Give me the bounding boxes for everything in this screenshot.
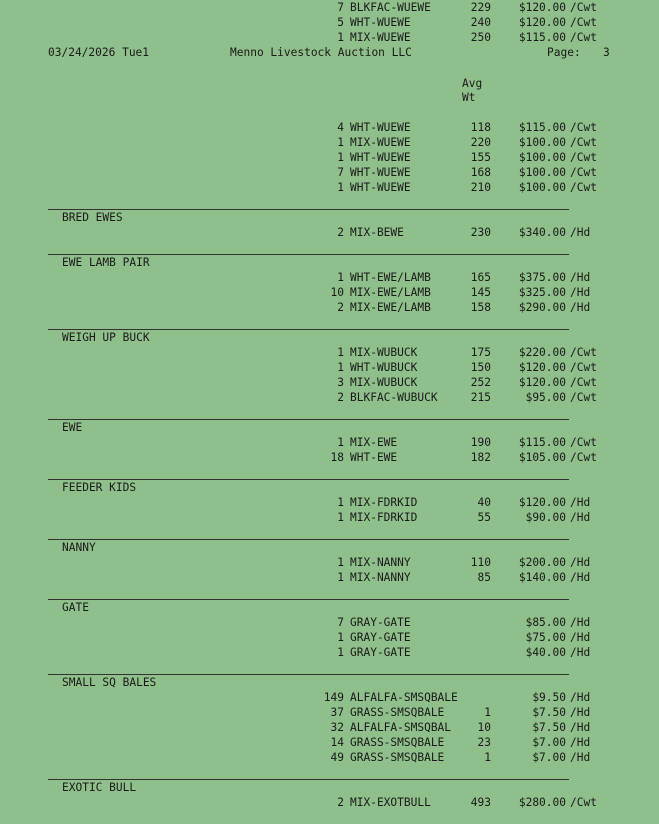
avg-column-header: Avg [462, 77, 483, 90]
section-title: SMALL SQ BALES [62, 676, 157, 689]
average-weight: 240 [470, 16, 491, 29]
table-row [0, 270, 659, 285]
price-unit: /Cwt [570, 361, 597, 374]
description: BLKFAC-WUEWE [350, 1, 431, 14]
head-count: 1 [337, 631, 344, 644]
head-count: 49 [330, 751, 344, 764]
description: MIX-WUBUCK [350, 346, 418, 359]
head-count: 1 [337, 436, 344, 449]
section-title: EWE [62, 421, 83, 434]
average-weight: 158 [470, 301, 491, 314]
average-weight: 493 [470, 796, 491, 809]
price-unit: /Cwt [570, 31, 597, 44]
page-number: 3 [603, 46, 610, 59]
table-row [0, 165, 659, 180]
price-unit: /Hd [570, 616, 591, 629]
price: $100.00 [518, 151, 566, 164]
price: $85.00 [525, 616, 566, 629]
price: $280.00 [518, 796, 566, 809]
table-row [0, 15, 659, 30]
table-row [0, 705, 659, 720]
table-row [0, 345, 659, 360]
head-count: 1 [337, 361, 344, 374]
average-weight: 165 [470, 271, 491, 284]
price: $115.00 [518, 31, 566, 44]
description: GRASS-SMSQBALE [350, 706, 445, 719]
price-unit: /Cwt [570, 16, 597, 29]
price-unit: /Cwt [570, 1, 597, 14]
average-weight: 229 [470, 1, 491, 14]
description: WHT-EWE [350, 451, 398, 464]
head-count: 2 [337, 796, 344, 809]
table-row [0, 375, 659, 390]
report-date: 03/24/2026 Tue1 [48, 46, 150, 59]
section-divider [48, 209, 569, 210]
head-count: 5 [337, 16, 344, 29]
price-unit: /Hd [570, 226, 591, 239]
head-count: 1 [337, 151, 344, 164]
average-weight: 250 [470, 31, 491, 44]
price: $340.00 [518, 226, 566, 239]
price: $100.00 [518, 166, 566, 179]
price-unit: /Cwt [570, 436, 597, 449]
price-unit: /Hd [570, 691, 591, 704]
description: MIX-EWE/LAMB [350, 286, 431, 299]
table-row [0, 750, 659, 765]
price: $115.00 [518, 436, 566, 449]
price: $140.00 [518, 571, 566, 584]
table-row [0, 300, 659, 315]
average-weight: 210 [470, 181, 491, 194]
average-weight: 145 [470, 286, 491, 299]
average-weight: 118 [470, 121, 491, 134]
description: MIX-WUEWE [350, 136, 411, 149]
description: WHT-WUEWE [350, 121, 411, 134]
price-unit: /Cwt [570, 166, 597, 179]
price: $90.00 [525, 511, 566, 524]
description: GRASS-SMSQBALE [350, 736, 445, 749]
table-row [0, 135, 659, 150]
price: $115.00 [518, 121, 566, 134]
price-unit: /Hd [570, 751, 591, 764]
price: $100.00 [518, 136, 566, 149]
table-row [0, 30, 659, 45]
price: $120.00 [518, 361, 566, 374]
head-count: 37 [330, 706, 344, 719]
head-count: 2 [337, 391, 344, 404]
average-weight: 10 [477, 721, 491, 734]
price-unit: /Hd [570, 271, 591, 284]
description: MIX-NANNY [350, 556, 411, 569]
head-count: 1 [337, 571, 344, 584]
table-row [0, 795, 659, 810]
price: $105.00 [518, 451, 566, 464]
description: ALFALFA-SMSQBALE [350, 691, 458, 704]
head-count: 7 [337, 166, 344, 179]
price: $75.00 [525, 631, 566, 644]
description: WHT-EWE/LAMB [350, 271, 431, 284]
description: WHT-WUEWE [350, 16, 411, 29]
head-count: 10 [330, 286, 344, 299]
table-row [0, 180, 659, 195]
table-row [0, 225, 659, 240]
description: GRAY-GATE [350, 631, 411, 644]
price: $200.00 [518, 556, 566, 569]
table-row [0, 450, 659, 465]
price: $220.00 [518, 346, 566, 359]
price-unit: /Hd [570, 496, 591, 509]
price: $7.50 [532, 721, 566, 734]
head-count: 18 [330, 451, 344, 464]
price: $325.00 [518, 286, 566, 299]
description: MIX-WUBUCK [350, 376, 418, 389]
price-unit: /Cwt [570, 451, 597, 464]
price-unit: /Hd [570, 646, 591, 659]
description: MIX-WUEWE [350, 31, 411, 44]
price-unit: /Hd [570, 571, 591, 584]
average-weight: 220 [470, 136, 491, 149]
price: $40.00 [525, 646, 566, 659]
average-weight: 252 [470, 376, 491, 389]
description: MIX-FDRKID [350, 511, 418, 524]
section-title: WEIGH UP BUCK [62, 331, 150, 344]
page-label: Page: [547, 46, 581, 59]
table-row [0, 390, 659, 405]
description: WHT-WUEWE [350, 181, 411, 194]
section-divider [48, 599, 569, 600]
price-unit: /Hd [570, 736, 591, 749]
head-count: 1 [337, 136, 344, 149]
average-weight: 215 [470, 391, 491, 404]
average-weight: 55 [477, 511, 491, 524]
price-unit: /Cwt [570, 151, 597, 164]
price: $7.50 [532, 706, 566, 719]
description: GRASS-SMSQBALE [350, 751, 445, 764]
average-weight: 155 [470, 151, 491, 164]
price-unit: /Hd [570, 286, 591, 299]
average-weight: 150 [470, 361, 491, 374]
table-row [0, 570, 659, 585]
price-unit: /Hd [570, 721, 591, 734]
price: $7.00 [532, 751, 566, 764]
average-weight: 110 [470, 556, 491, 569]
average-weight: 230 [470, 226, 491, 239]
table-row [0, 645, 659, 660]
section-title: GATE [62, 601, 89, 614]
price-unit: /Cwt [570, 121, 597, 134]
head-count: 4 [337, 121, 344, 134]
table-row [0, 615, 659, 630]
price: $9.50 [532, 691, 566, 704]
price-unit: /Hd [570, 706, 591, 719]
head-count: 1 [337, 346, 344, 359]
section-title: NANNY [62, 541, 96, 554]
table-row [0, 150, 659, 165]
table-row [0, 720, 659, 735]
table-row [0, 735, 659, 750]
average-weight: 23 [477, 736, 491, 749]
head-count: 14 [330, 736, 344, 749]
price-unit: /Cwt [570, 136, 597, 149]
price-unit: /Hd [570, 301, 591, 314]
price: $120.00 [518, 376, 566, 389]
price-unit: /Hd [570, 631, 591, 644]
head-count: 1 [337, 271, 344, 284]
price-unit: /Hd [570, 511, 591, 524]
price: $95.00 [525, 391, 566, 404]
head-count: 1 [337, 496, 344, 509]
average-weight: 1 [484, 751, 491, 764]
head-count: 149 [323, 691, 344, 704]
price: $100.00 [518, 181, 566, 194]
head-count: 2 [337, 301, 344, 314]
price: $290.00 [518, 301, 566, 314]
table-row [0, 360, 659, 375]
head-count: 1 [337, 646, 344, 659]
description: WHT-WUEWE [350, 151, 411, 164]
head-count: 7 [337, 1, 344, 14]
price-unit: /Cwt [570, 391, 597, 404]
description: MIX-EXOTBULL [350, 796, 431, 809]
table-row [0, 495, 659, 510]
head-count: 1 [337, 31, 344, 44]
table-row [0, 555, 659, 570]
price: $120.00 [518, 1, 566, 14]
description: WHT-WUEWE [350, 166, 411, 179]
average-weight: 1 [484, 706, 491, 719]
description: MIX-FDRKID [350, 496, 418, 509]
table-row [0, 435, 659, 450]
average-weight: 190 [470, 436, 491, 449]
price-unit: /Cwt [570, 376, 597, 389]
description: MIX-NANNY [350, 571, 411, 584]
description: ALFALFA-SMSQBAL [350, 721, 452, 734]
price: $120.00 [518, 16, 566, 29]
price-unit: /Cwt [570, 796, 597, 809]
wt-column-header: Wt [462, 91, 476, 104]
section-title: BRED EWES [62, 211, 123, 224]
head-count: 2 [337, 226, 344, 239]
price-unit: /Cwt [570, 181, 597, 194]
price-unit: /Hd [570, 556, 591, 569]
price-unit: /Cwt [570, 346, 597, 359]
table-row [0, 510, 659, 525]
head-count: 1 [337, 181, 344, 194]
price: $120.00 [518, 496, 566, 509]
section-title: EXOTIC BULL [62, 781, 137, 794]
table-row [0, 0, 659, 15]
description: MIX-BEWE [350, 226, 404, 239]
section-divider [48, 419, 569, 420]
description: MIX-EWE/LAMB [350, 301, 431, 314]
description: WHT-WUBUCK [350, 361, 418, 374]
price: $7.00 [532, 736, 566, 749]
description: GRAY-GATE [350, 646, 411, 659]
company-name: Menno Livestock Auction LLC [230, 46, 412, 59]
head-count: 3 [337, 376, 344, 389]
head-count: 7 [337, 616, 344, 629]
table-row [0, 120, 659, 135]
head-count: 1 [337, 556, 344, 569]
table-row [0, 690, 659, 705]
table-row [0, 630, 659, 645]
section-divider [48, 539, 569, 540]
average-weight: 40 [477, 496, 491, 509]
section-title: FEEDER KIDS [62, 481, 137, 494]
description: BLKFAC-WUBUCK [350, 391, 438, 404]
section-title: EWE LAMB PAIR [62, 256, 150, 269]
average-weight: 182 [470, 451, 491, 464]
average-weight: 168 [470, 166, 491, 179]
head-count: 1 [337, 511, 344, 524]
table-row [0, 285, 659, 300]
head-count: 32 [330, 721, 344, 734]
average-weight: 175 [470, 346, 491, 359]
average-weight: 85 [477, 571, 491, 584]
description: GRAY-GATE [350, 616, 411, 629]
price: $375.00 [518, 271, 566, 284]
description: MIX-EWE [350, 436, 398, 449]
